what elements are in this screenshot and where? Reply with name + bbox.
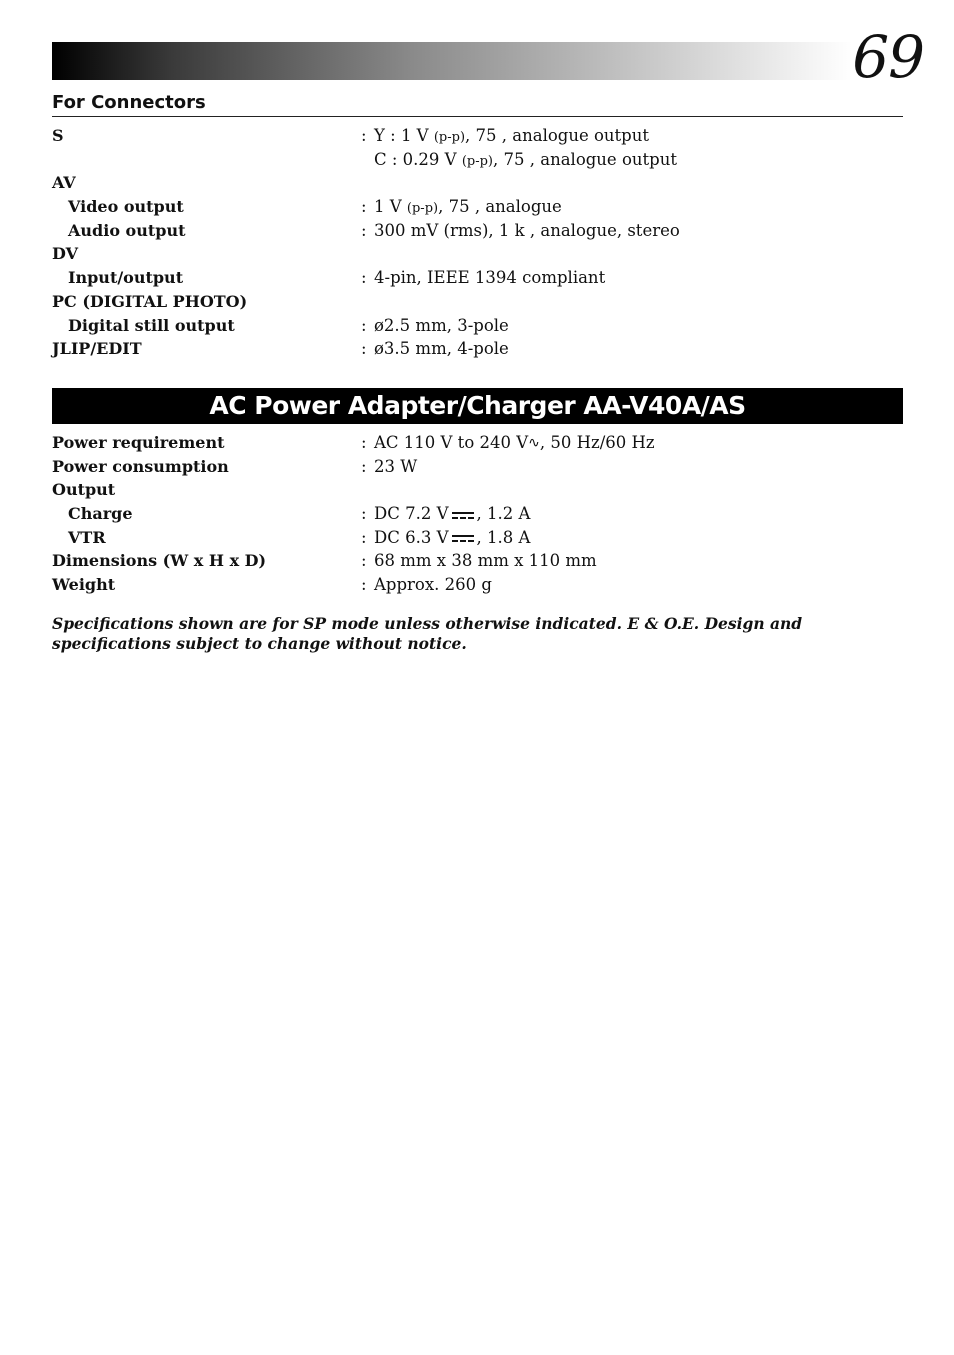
spec-value-text: , 1.8 A	[476, 527, 531, 547]
page-number: 69	[852, 23, 924, 91]
spec-value-text: C : 0.29 V	[374, 149, 462, 169]
spec-colon: :	[361, 339, 367, 359]
spec-value-text: DC 6.3 V	[374, 527, 449, 547]
spec-value	[374, 266, 605, 290]
spec-value-text: , 75 , analogue output	[493, 149, 677, 169]
spec-row	[52, 290, 912, 314]
dc-symbol-icon	[452, 533, 474, 543]
spec-row	[52, 242, 912, 266]
spec-label: Output	[52, 480, 116, 500]
spec-label: DV	[52, 244, 79, 264]
spec-value	[374, 314, 509, 338]
spec-value	[374, 526, 530, 550]
spec-label: Audio output	[68, 220, 186, 240]
spec-colon: :	[361, 456, 367, 476]
spec-label: Power requirement	[52, 433, 225, 452]
spec-value-text: Approx. 260 g	[374, 575, 492, 595]
spec-label: PC (DIGITAL PHOTO)	[52, 291, 248, 311]
spec-row	[52, 148, 912, 172]
spec-value-text: 4-pin, IEEE 1394 compliant	[374, 268, 606, 288]
spec-colon: :	[361, 551, 367, 571]
spec-value	[374, 124, 649, 150]
spec-row	[52, 502, 912, 526]
spec-colon: :	[361, 268, 367, 288]
spec-label: Weight	[52, 575, 116, 595]
spec-value-text: , 75 , analogue output	[465, 126, 649, 145]
spec-colon: :	[361, 197, 367, 217]
spec-label: AV	[52, 173, 76, 193]
spec-row	[52, 314, 912, 338]
spec-value	[374, 573, 492, 597]
spec-row	[52, 478, 912, 502]
spec-colon: :	[361, 433, 367, 452]
spec-row	[52, 219, 912, 243]
spec-row	[52, 171, 912, 195]
spec-value	[374, 148, 677, 174]
spec-colon: :	[361, 220, 367, 240]
adapter-banner-title: AC Power Adapter/Charger AA-V40A/AS	[52, 388, 903, 424]
spec-label: JLIP/EDIT	[52, 339, 142, 359]
spec-colon: :	[361, 126, 367, 145]
connectors-spec-table	[52, 124, 912, 361]
spec-value-text: AC 110 V to 240 V	[374, 433, 529, 452]
spec-row	[52, 526, 912, 550]
spec-value	[374, 431, 655, 455]
dc-symbol-icon	[452, 510, 474, 520]
spec-label: Power consumption	[52, 456, 229, 476]
spec-value-unit: (p-p)	[406, 201, 439, 217]
spec-row	[52, 573, 912, 597]
header-gradient-bar	[52, 42, 852, 80]
spec-label: Digital still output	[68, 315, 235, 335]
spec-row	[52, 124, 912, 148]
spec-value-text: , 50 Hz/60 Hz	[539, 433, 655, 452]
spec-value-text: 68 mm x 38 mm x 110 mm	[374, 551, 597, 571]
spec-colon: :	[361, 315, 367, 335]
spec-value-text: 1 V	[374, 197, 407, 217]
spec-row	[52, 195, 912, 219]
spec-value	[374, 502, 530, 526]
spec-value-text: , 75 , analogue	[438, 197, 562, 217]
spec-value	[374, 195, 562, 221]
spec-value-text: Y : 1 V	[374, 126, 434, 145]
spec-row	[52, 431, 912, 455]
spec-colon: :	[361, 504, 367, 524]
spec-value-unit: (p-p)	[461, 153, 494, 169]
spec-label: Charge	[68, 504, 133, 524]
spec-value	[374, 219, 680, 243]
spec-value-text: 23 W	[374, 456, 418, 476]
heading-rule	[52, 116, 903, 117]
spec-value	[374, 549, 597, 573]
spec-value-text: 300 mV (rms), 1 k , analogue, stereo	[374, 220, 680, 240]
spec-row	[52, 337, 912, 361]
spec-label: Video output	[68, 197, 184, 217]
spec-value-text: ø2.5 mm, 3-pole	[374, 315, 509, 335]
spec-label: VTR	[68, 527, 106, 547]
spec-value-text: DC 7.2 V	[374, 504, 449, 524]
connectors-heading: For Connectors	[52, 92, 206, 113]
spec-row	[52, 549, 912, 573]
ac-symbol-icon: ∿	[528, 434, 540, 451]
spec-label: Dimensions (W x H x D)	[52, 551, 267, 571]
footnote: Specifications shown are for SP mode unless otherwise indicated. E & O.E. Design and specifications subject to change without notice.	[52, 614, 803, 653]
spec-label: S	[52, 126, 64, 145]
spec-value	[374, 455, 417, 479]
spec-row	[52, 455, 912, 479]
spec-colon: :	[361, 527, 367, 547]
spec-value-text: , 1.2 A	[476, 504, 531, 524]
spec-value-text: ø3.5 mm, 4-pole	[374, 339, 509, 359]
adapter-spec-table	[52, 431, 912, 597]
spec-value-unit: (p-p)	[433, 130, 466, 145]
spec-row	[52, 266, 912, 290]
spec-value	[374, 337, 509, 361]
spec-label: Input/output	[68, 268, 184, 288]
spec-colon: :	[361, 575, 367, 595]
